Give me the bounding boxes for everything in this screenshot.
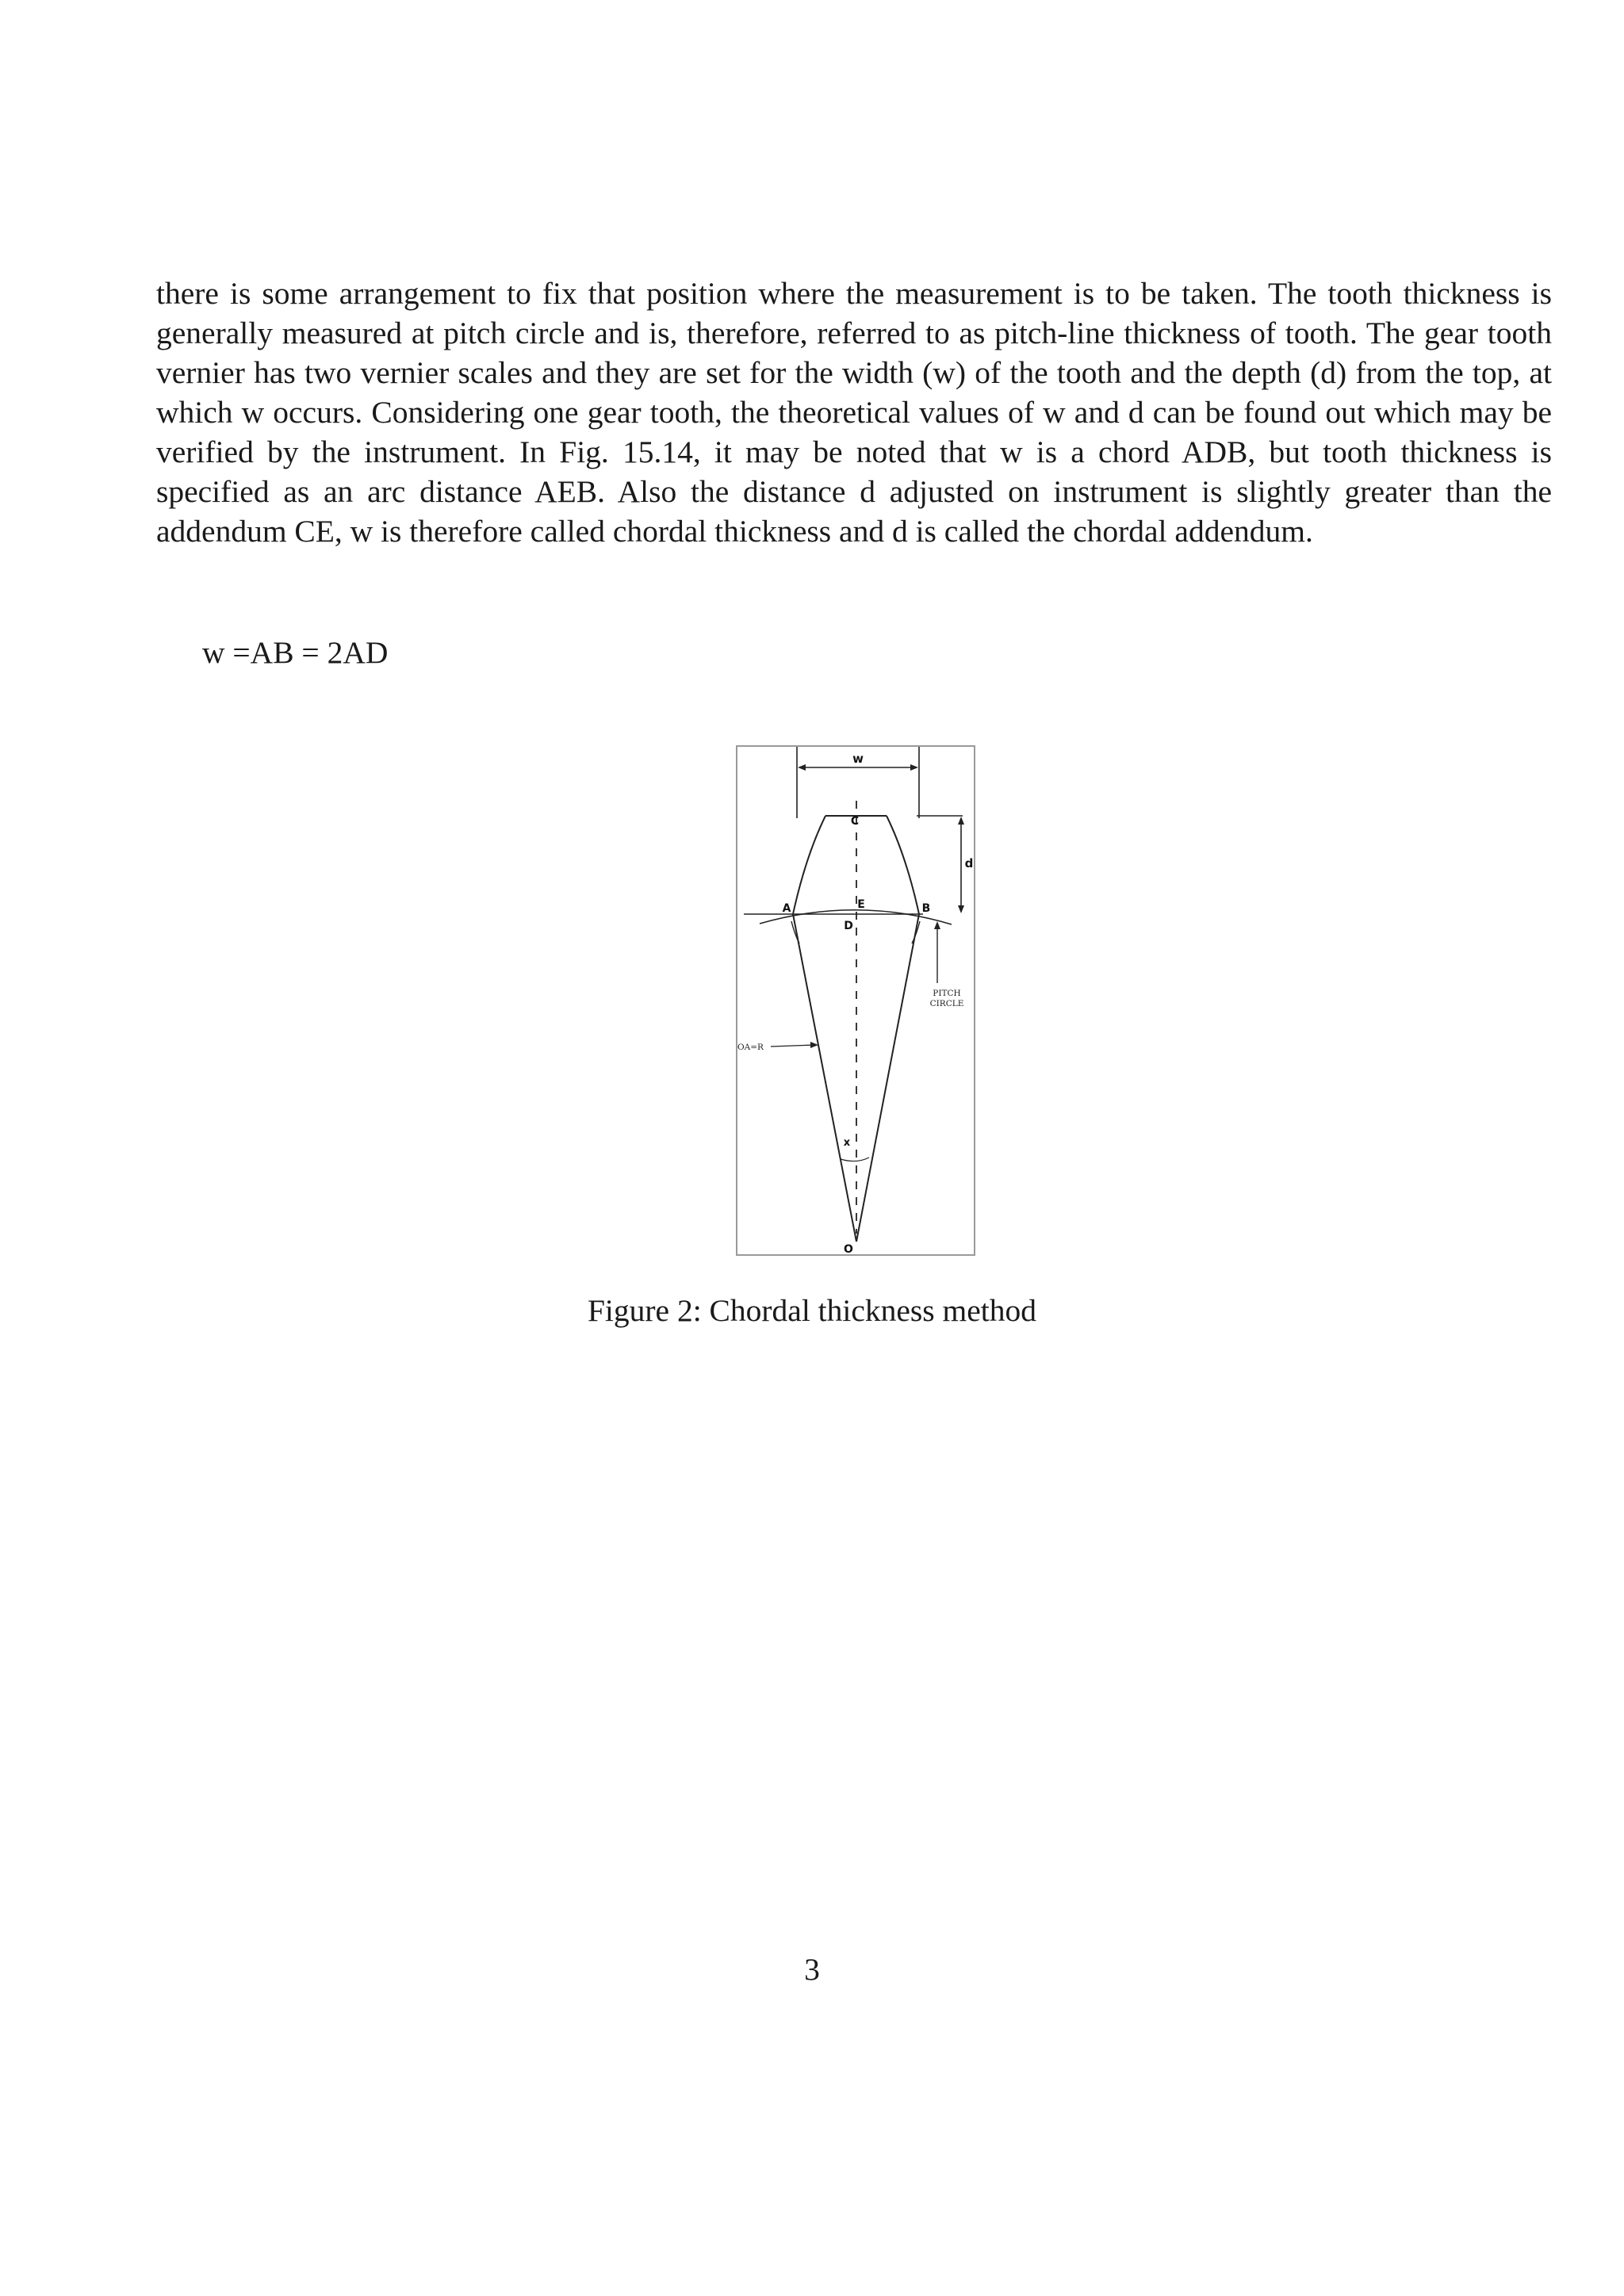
d-label: d xyxy=(964,856,974,871)
point-a-label: A xyxy=(782,902,791,915)
w-arrow-left xyxy=(798,764,806,771)
angle-arc xyxy=(841,1158,869,1161)
point-o-label: O xyxy=(844,1243,853,1256)
d-arrow-top xyxy=(958,817,964,825)
angle-x-label: x xyxy=(843,1137,851,1149)
tooth-flank-right-upper xyxy=(887,816,919,914)
point-e-label: E xyxy=(857,898,865,911)
page-number: 3 xyxy=(804,1952,820,1987)
point-b-label: B xyxy=(921,902,931,915)
radius-label: OA=R xyxy=(737,1043,764,1052)
point-d-label: D xyxy=(844,920,853,932)
body-paragraph: there is some arrangement to fix that position where the measurement is to be taken. The tooth thickness is generally measured at pitch circle and is, therefore, referred to as pitch-line thickness of tooth. The gear tooth vernier has two vernier scales and they are set for the width (w) of the tooth and the depth (d) from the top, at which w occurs. Considering one gear tooth, the theoretical values of w and d can be found out which may be verified by the instrument. In Fig. 15.14, it may be noted that w is a chord ADB, but tooth thickness is specified as an arc distance AEB. Also the distance d adjusted on instrument is slightly greater than the addendum CE, w is therefore called chordal thickness and d is called the chordal addendum. xyxy=(156,276,1552,549)
tooth-flank-left-upper xyxy=(793,816,825,914)
gear-tooth-diagram xyxy=(736,745,975,1256)
point-c-label: C xyxy=(850,815,860,828)
chordal-thickness-figure xyxy=(736,745,975,1256)
pitch-circle-label-line2: CIRCLE xyxy=(929,999,964,1008)
pitch-circle-label-line1: PITCH xyxy=(933,989,961,998)
radial-line-left xyxy=(793,914,856,1242)
radius-pointer xyxy=(771,1045,815,1047)
w-arrow-right xyxy=(910,764,918,771)
radial-line-right xyxy=(856,914,919,1242)
equation: w =AB = 2AD xyxy=(202,635,389,670)
w-label: w xyxy=(852,752,864,766)
pitch-circle-pointer-arrow xyxy=(934,921,940,929)
figure-caption: Figure 2: Chordal thickness method xyxy=(587,1293,1037,1328)
d-arrow-bottom xyxy=(958,905,964,913)
